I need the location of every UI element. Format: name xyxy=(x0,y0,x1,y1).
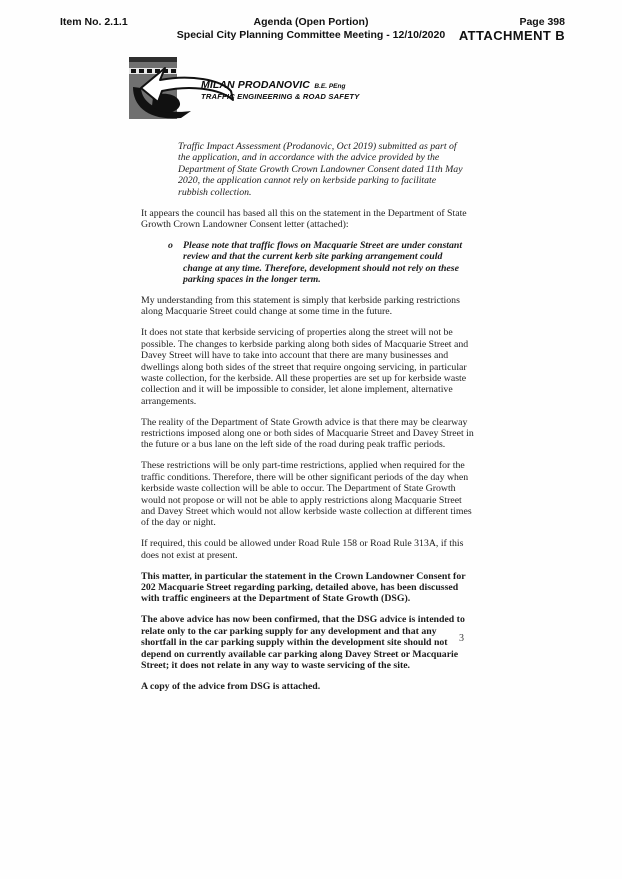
paragraph-matter-discussed: This matter, in particular the statement in the Crown Landowner Consent for 202 Macquarie Street regarding parking, detailed above, has been discussed with traffic engineers at the Department of State Growth (DSG). xyxy=(141,570,466,605)
paragraph-advice-confirmed: The above advice has now been confirmed, that the DSG advice is intended to relate only to the car parking supply for any development and that any shortfall in the car parking supply within the development site should not depend on currently available car parking along Davey Street or Macquarie Street; it does not relate in any way to waste servicing of the site. xyxy=(141,614,465,671)
logo-tagline: TRAFFIC ENGINEERING & ROAD SAFETY xyxy=(201,92,360,101)
page-number: 3 xyxy=(459,633,464,644)
bullet-marker: o xyxy=(168,239,173,251)
bullet-text: Please note that traffic flows on Macquarie Street are under constant review and that the current kerb site parking arrangement could change at any time. Therefore, development should not rely on these parking spaces in the longer term. xyxy=(183,239,463,286)
header-meeting-title: Special City Planning Committee Meeting - 12/10/2020 xyxy=(176,28,446,41)
header-attachment-label: ATTACHMENT B xyxy=(458,27,565,43)
header-page-info xyxy=(459,16,565,42)
document-body xyxy=(141,141,474,702)
paragraph-kerbside-servicing: It does not state that kerbside servicing of properties along the street will not be possible. The changes to kerbside parking along both sides of Macquarie Street and Davey Street will have to take into account that there are many businesses and dwellings along both sides of the street that require ongoing servicing, in particular waste collection, for the kerbside. All these properties are set up for kerbside waste collection and it will be impossible to consider, let alone implement, alternative arrangements. xyxy=(141,327,469,407)
logo-text xyxy=(201,79,359,102)
paragraph-intro: It appears the council has based all this on the statement in the Department of State Growth Crown Landowner Consent letter (attached): xyxy=(141,207,467,230)
paragraph-part-time-restrictions: These restrictions will be only part-time restrictions, applied when required for the traffic conditions. Therefore, there will be other significant periods of the day when kerbside waste collection will be able to occur. The Department of State Growth would not propose or will not be able to apply restrictions along Macquarie Street and Davey Street which would not allow kerbside waste collection at different times of the day or night. xyxy=(141,460,472,529)
quote-paragraph: Traffic Impact Assessment (Prodanovic, Oct 2019) submitted as part of the application, and in accordance with the advice provided by the Department of State Growth Crown Landowner Consent dated 11th May 2020, the application cannot rely on kerbside parking to facilitate rubbish collection. xyxy=(178,141,463,198)
paragraph-road-rules: If required, this could be allowed under Road Rule 158 or Road Rule 313A, if this does not exist at present. xyxy=(141,538,464,561)
logo-company-name: MILAN PRODANOVIC xyxy=(201,79,310,91)
header-item-number: Item No. 2.1.1 xyxy=(60,16,128,28)
logo-credentials: B.E. PEng xyxy=(314,83,346,90)
paragraph-clearway-reality: The reality of the Department of State Growth advice is that there may be clearway restrictions imposed along one or both sides of Macquarie Street and Davey Street in the future or a bus lane on the left side of the road during peak traffic periods. xyxy=(141,416,474,451)
bullet-item xyxy=(168,240,464,286)
header-agenda-title: Agenda (Open Portion) xyxy=(253,16,369,28)
paragraph-copy-attached: A copy of the advice from DSG is attached. xyxy=(141,680,321,692)
paragraph-understanding: My understanding from this statement is simply that kerbside parking restrictions along Macquarie Street could change at some time in the future. xyxy=(141,294,460,318)
header-page-label: Page 398 xyxy=(519,16,565,28)
